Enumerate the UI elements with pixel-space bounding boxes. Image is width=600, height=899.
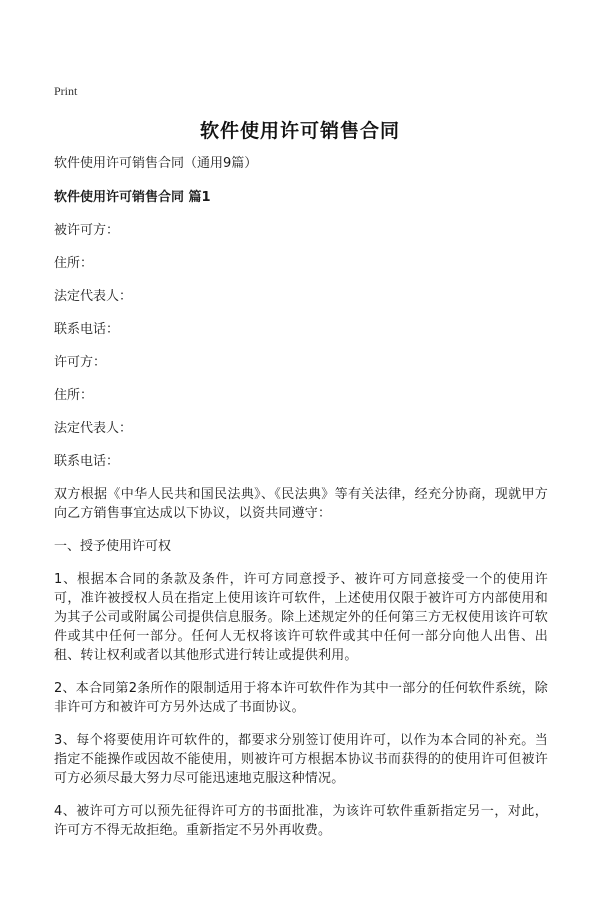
licensor-rep-label: 法定代表人： <box>54 421 133 436</box>
clause-paragraph: 2、本合同第2条所作的限制适用于将本许可软件作为其中一部分的任何软件系统，除非许可方和被许可方另外达成了书面协议。 <box>54 681 548 715</box>
clause-paragraph: 3、每个将要使用许可软件的，都要求分别签订使用许可，以作为本合同的补充。当指定不能操作或因故不能使用，则被许可方根据本协议书而获得的的使用许可但被许可方必须尽最大努力尽可能迅速地克服这种情况。 <box>54 733 548 786</box>
print-label: Print <box>54 84 78 98</box>
licensee-rep-label: 法定代表人： <box>54 289 133 304</box>
document-title: 软件使用许可销售合同 <box>199 120 400 142</box>
document-subtitle: 软件使用许可销售合同（通用9篇） <box>54 156 258 171</box>
intro-paragraph: 双方根据《中华人民共和国民法典》、《民法典》等有关法律，经充分协商，现就甲方向乙方销售事宜达成以下协议，以资共同遵守： <box>54 487 548 521</box>
article-one-heading: 一、授予使用许可权 <box>54 539 172 554</box>
licensee-phone-label: 联系电话： <box>54 322 120 337</box>
licensee-label: 被许可方： <box>54 223 120 238</box>
clause-paragraph: 4、被许可方可以预先征得许可方的书面批准，为该许可软件重新指定另一，对此，许可方不得无故拒绝。重新指定不另外再收费。 <box>54 804 548 838</box>
licensor-phone-label: 联系电话： <box>54 454 120 469</box>
clause-paragraph: 1、根据本合同的条款及条件，许可方同意授予、被许可方同意接受一个的使用许可，准许被授权人员在指定上使用该许可软件，上述使用仅限于被许可方内部使用和为其子公司或附属公司提供信息服务。除上述规定外的任何第三方无权使用该许可软件或其中任何一部分。任何人无权将该许可软件或其中任何一部分向他人出售、出租、转让权利或者以其他形式进行转让或提供利用。 <box>54 572 548 663</box>
licensor-label: 许可方： <box>54 355 107 370</box>
section-heading: 软件使用许可销售合同 篇1 <box>54 190 211 205</box>
licensor-address-label: 住所： <box>54 388 94 403</box>
licensee-address-label: 住所： <box>54 256 94 271</box>
document-body <box>54 154 548 854</box>
